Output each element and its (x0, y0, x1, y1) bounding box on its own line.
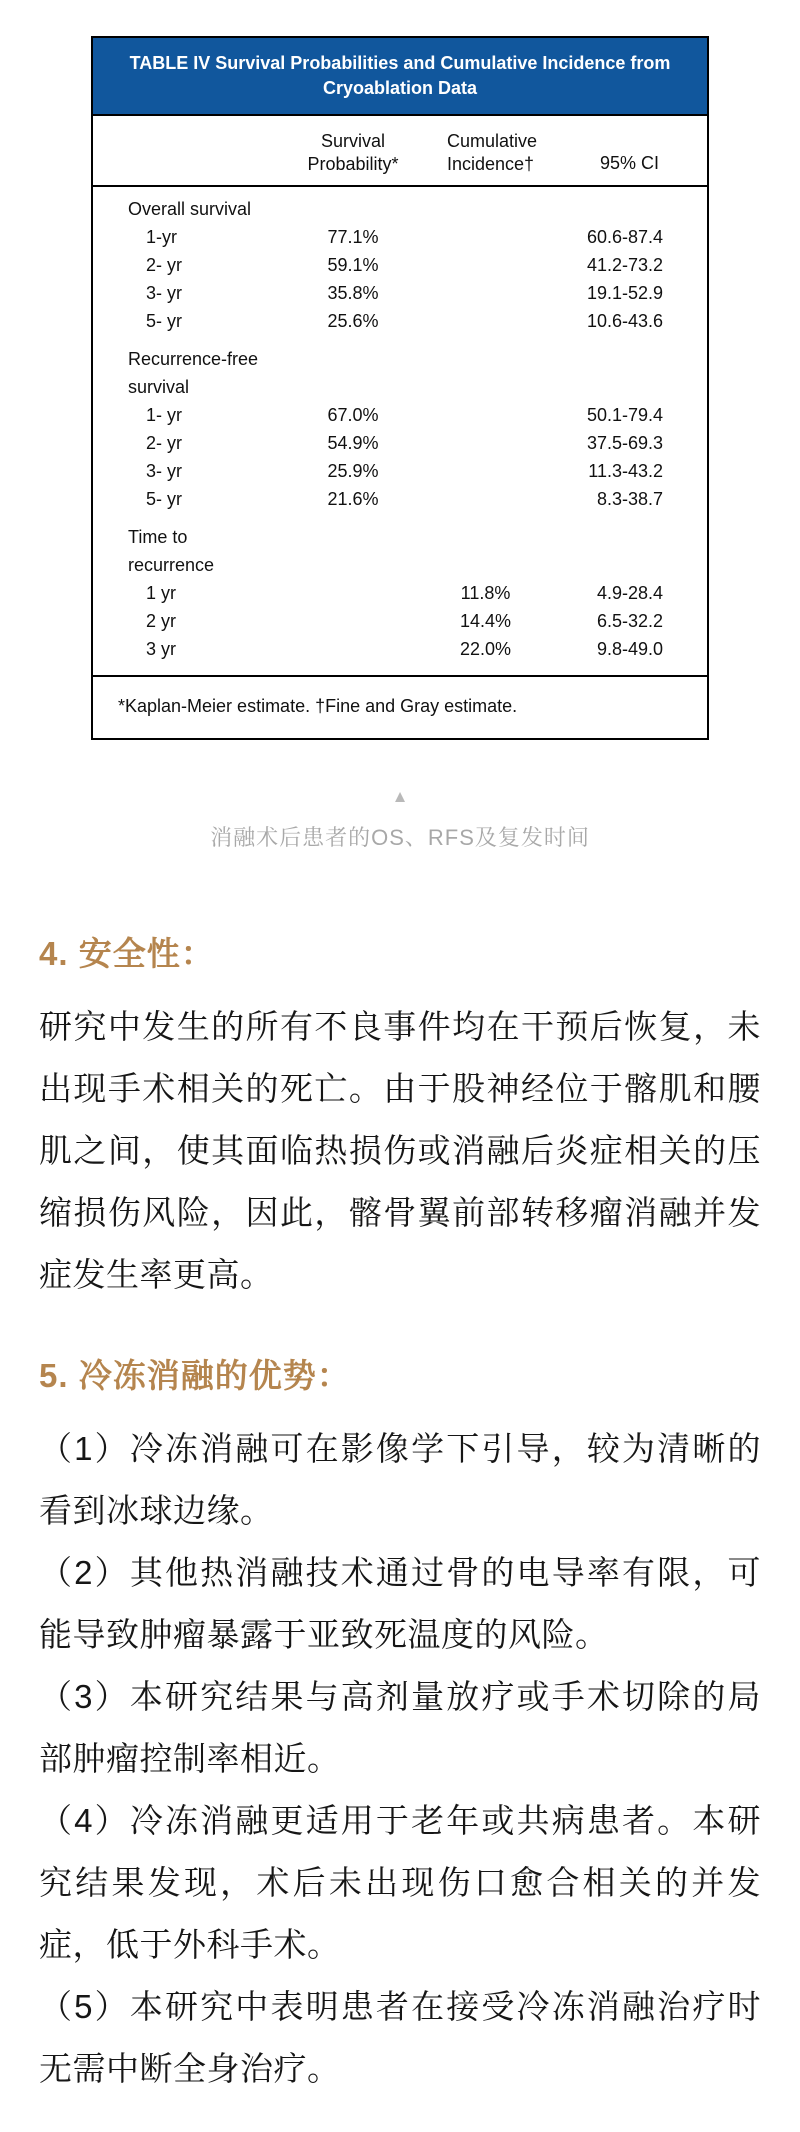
section-label: Time to recurrence (128, 527, 215, 575)
caption-text: 消融术后患者的OS、RFS及复发时间 (210, 825, 590, 850)
row-time-label: 3- yr (146, 460, 182, 481)
table-row (93, 607, 707, 635)
incidence-cell: 22.0% (459, 638, 512, 659)
section-advantages (39, 1356, 761, 2100)
header-survival-probability: Survival Probability* (307, 131, 399, 174)
survival-table (91, 36, 709, 740)
row-time-label: 5- yr (146, 310, 182, 331)
row-time-label: 1-yr (146, 226, 177, 247)
figure-caption (0, 788, 800, 852)
table-row (93, 579, 707, 607)
advantage-item-3: （3）本研究结果与高剂量放疗或手术切除的局部肿瘤控制率相近。 (39, 1678, 761, 1777)
survival-cell: 54.9% (327, 432, 379, 453)
ci-cell: 19.1-52.9 (586, 282, 663, 303)
table-row (93, 485, 707, 513)
section-label: Overall survival (128, 199, 252, 219)
survival-cell: 67.0% (327, 404, 379, 425)
table-row (93, 223, 707, 251)
ci-cell: 6.5-32.2 (596, 610, 663, 631)
ci-cell: 41.2-73.2 (586, 254, 663, 275)
survival-cell: 35.8% (327, 282, 379, 303)
table-row (93, 279, 707, 307)
row-time-label: 2 yr (146, 610, 177, 631)
ci-cell: 9.8-49.0 (596, 638, 663, 659)
section-safety-heading: 4. 安全性： (39, 935, 215, 972)
ci-cell: 50.1-79.4 (586, 404, 663, 425)
section-safety (39, 934, 761, 1306)
row-time-label: 3- yr (146, 282, 182, 303)
header-cumulative-incidence: Cumulative Incidence† (447, 131, 538, 174)
table-row (93, 457, 707, 485)
section-advantages-heading: 5. 冷冻消融的优势： (39, 1357, 351, 1394)
table-body (93, 187, 707, 675)
ci-cell: 8.3-38.7 (596, 488, 663, 509)
table-row (93, 635, 707, 663)
section-safety-paragraph: 研究中发生的所有不良事件均在干预后恢复，未出现手术相关的死亡。由于股神经位于髂肌和腰肌之间，使其面临热损伤或消融后炎症相关的压缩损伤风险，因此，髂骨翼前部转移瘤消融并发症发生率更高。 (39, 1008, 761, 1293)
advantage-item-2: （2）其他热消融技术通过骨的电导率有限，可能导致肿瘤暴露于亚致死温度的风险。 (39, 1554, 761, 1653)
table-section-label-row (93, 523, 707, 579)
table-section-label-row (93, 345, 707, 401)
ci-cell: 4.9-28.4 (596, 582, 663, 603)
incidence-cell: 14.4% (459, 610, 512, 631)
table-row (93, 429, 707, 457)
section-label: Recurrence-free survival (128, 349, 259, 397)
article-content (39, 934, 761, 2100)
advantage-item-5: （5）本研究中表明患者在接受冷冻消融治疗时无需中断全身治疗。 (39, 1988, 761, 2087)
table-footnote: *Kaplan-Meier estimate. †Fine and Gray estimate. (93, 675, 707, 738)
incidence-cell: 11.8% (460, 582, 511, 603)
ci-cell: 60.6-87.4 (586, 226, 663, 247)
table-row (93, 401, 707, 429)
survival-cell: 77.1% (327, 226, 379, 247)
row-time-label: 1- yr (146, 404, 182, 425)
survival-cell: 21.6% (327, 488, 379, 509)
table-title: TABLE IV Survival Probabilities and Cumulative Incidence from Cryoablation Data (93, 38, 707, 116)
row-time-label: 2- yr (146, 432, 182, 453)
row-time-label: 2- yr (146, 254, 182, 275)
row-time-label: 1 yr (146, 582, 177, 603)
survival-cell: 59.1% (327, 254, 379, 275)
row-time-label: 3 yr (146, 638, 177, 659)
survival-cell: 25.6% (327, 310, 379, 331)
survival-cell: 25.9% (327, 460, 379, 481)
ci-cell: 37.5-69.3 (586, 432, 663, 453)
triangle-up-icon: ▲ (391, 787, 409, 806)
ci-cell: 11.3-43.2 (588, 460, 663, 481)
table-header-row (93, 116, 707, 187)
header-95-ci: 95% CI (599, 153, 660, 173)
row-time-label: 5- yr (146, 488, 182, 509)
article-page (0, 36, 800, 2132)
advantage-item-4: （4）冷冻消融更适用于老年或共病患者。本研究结果发现，术后未出现伤口愈合相关的并发症，低于外科手术。 (39, 1802, 761, 1963)
advantage-item-1: （1）冷冻消融可在影像学下引导，较为清晰的看到冰球边缘。 (39, 1430, 761, 1529)
table-row (93, 307, 707, 335)
table-section-label-row (93, 195, 707, 223)
ci-cell: 10.6-43.6 (586, 310, 663, 331)
table-row (93, 251, 707, 279)
